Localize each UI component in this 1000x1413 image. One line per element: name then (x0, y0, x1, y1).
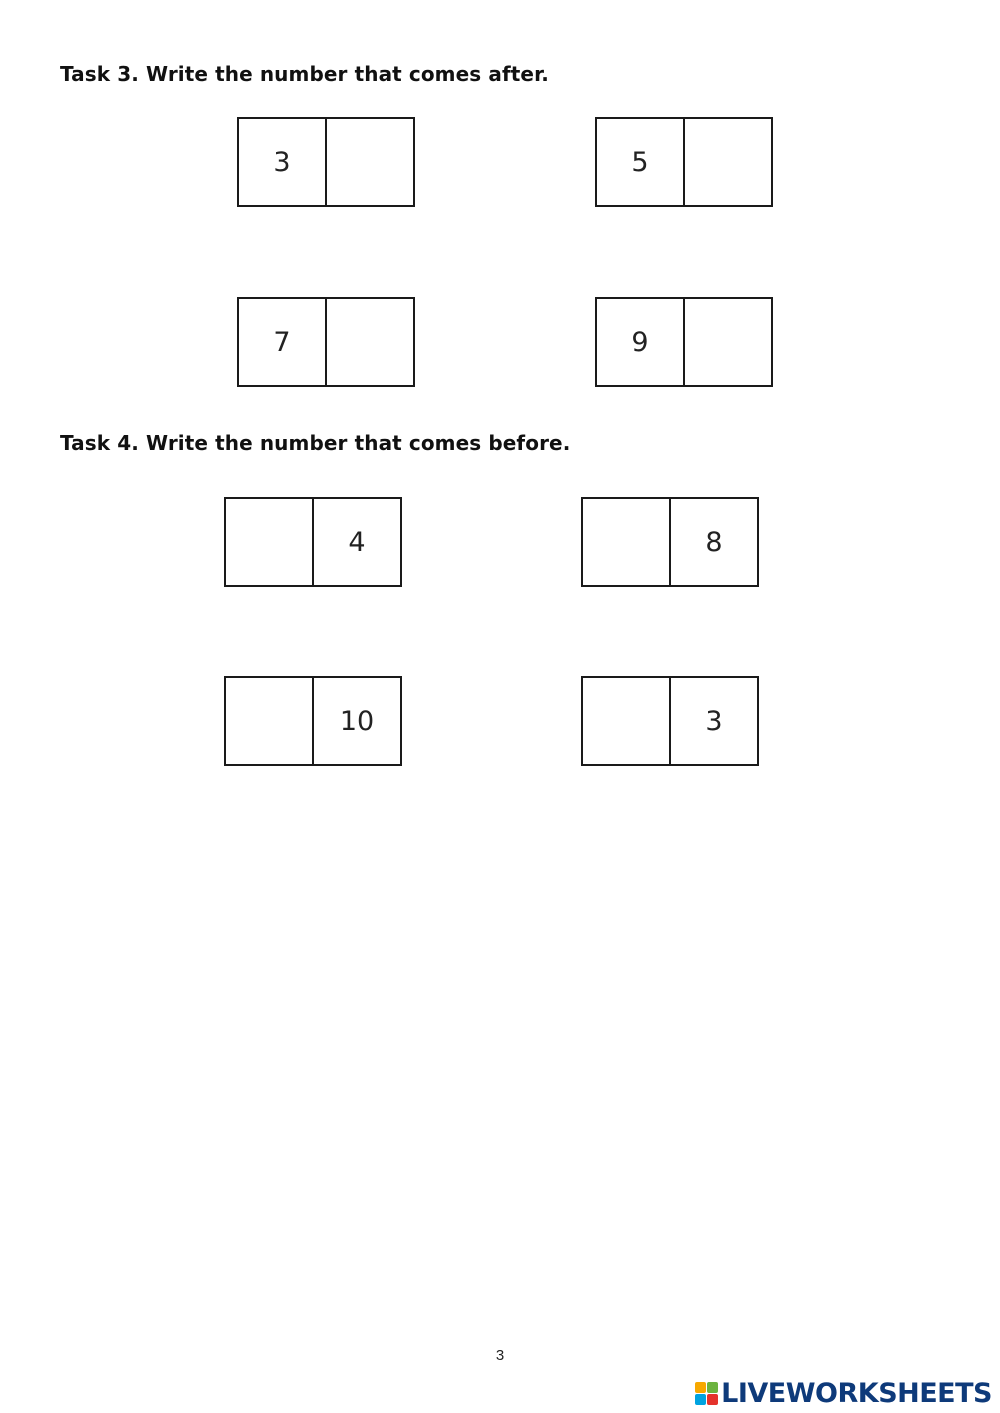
answer-input[interactable] (589, 511, 663, 573)
answer-input[interactable] (333, 311, 407, 373)
answer-cell[interactable] (683, 297, 773, 387)
answer-input[interactable] (333, 131, 407, 193)
given-number-cell: 9 (595, 297, 685, 387)
answer-cell[interactable] (581, 676, 671, 766)
page-number: 3 (495, 1347, 505, 1364)
number-pair-before (581, 676, 761, 766)
task3-heading: Task 3. Write the number that comes after. (60, 62, 549, 86)
answer-cell[interactable] (224, 676, 314, 766)
answer-input[interactable] (232, 511, 306, 573)
given-number-cell: 5 (595, 117, 685, 207)
answer-input[interactable] (691, 311, 765, 373)
logo-square (695, 1382, 706, 1393)
given-number-cell: 10 (312, 676, 402, 766)
brand-text: LIVEWORKSHEETS (721, 1377, 992, 1409)
given-number-cell: 8 (669, 497, 759, 587)
number-pair-before (224, 676, 404, 766)
task4-heading: Task 4. Write the number that comes before. (60, 431, 571, 455)
answer-cell[interactable] (325, 297, 415, 387)
logo-square (695, 1394, 706, 1405)
given-number-cell: 3 (669, 676, 759, 766)
answer-cell[interactable] (325, 117, 415, 207)
number-pair-before (581, 497, 761, 587)
logo-square (707, 1382, 718, 1393)
number-pair-after (237, 297, 417, 387)
given-number-cell: 4 (312, 497, 402, 587)
number-pair-after (595, 117, 775, 207)
answer-input[interactable] (232, 690, 306, 752)
number-pair-after (237, 117, 417, 207)
answer-input[interactable] (589, 690, 663, 752)
answer-cell[interactable] (683, 117, 773, 207)
answer-cell[interactable] (581, 497, 671, 587)
liveworksheets-logo-icon (695, 1382, 718, 1405)
given-number-cell: 3 (237, 117, 327, 207)
number-pair-before (224, 497, 404, 587)
answer-input[interactable] (691, 131, 765, 193)
logo-square (707, 1394, 718, 1405)
number-pair-after (595, 297, 775, 387)
brand-watermark[interactable] (695, 1377, 992, 1409)
answer-cell[interactable] (224, 497, 314, 587)
given-number-cell: 7 (237, 297, 327, 387)
